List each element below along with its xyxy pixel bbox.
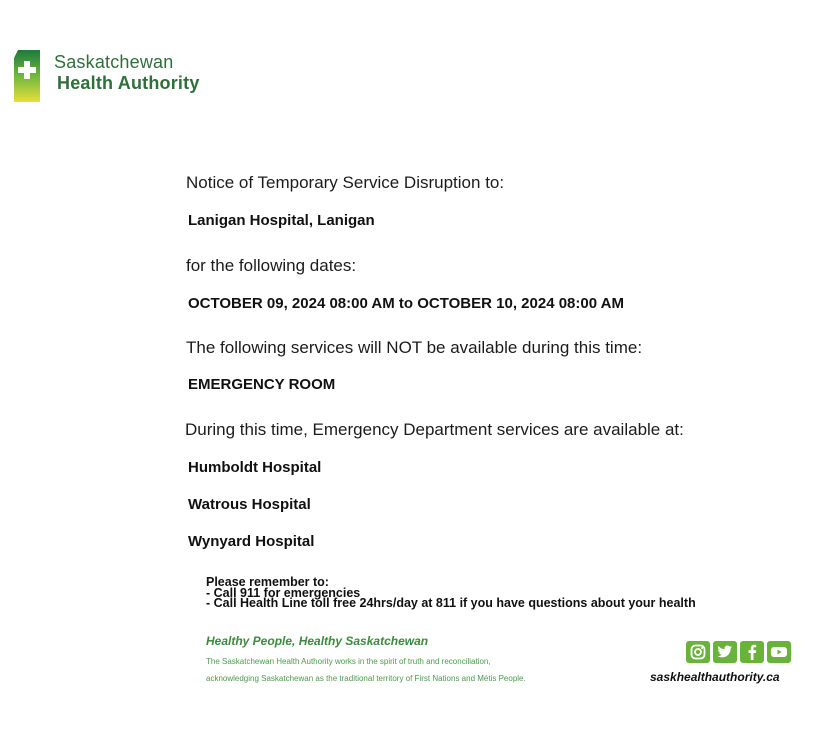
footer-text-line1: The Saskatchewan Health Authority works in the spirit of truth and reconciliation, [206,657,491,666]
services-intro: The following services will NOT be available during this time: [186,338,643,357]
social-icons [686,641,791,663]
facility-name: Lanigan Hospital, Lanigan [188,212,375,229]
alternative-hospital: Humboldt Hospital [188,459,322,476]
footer-text-line2: acknowledging Saskatchewan as the traditional territory of First Nations and Métis People. [206,674,526,683]
instagram-icon[interactable] [686,641,710,663]
reminder-block [206,577,696,608]
dates-intro: for the following dates: [186,256,357,275]
alternative-hospital: Watrous Hospital [188,496,311,513]
unavailable-service: EMERGENCY ROOM [188,376,336,393]
notice-heading: Notice of Temporary Service Disruption to: [186,173,505,192]
alternative-hospital: Wynyard Hospital [188,533,315,550]
reminder-item: - Call Health Line toll free 24hrs/day at 811 if you have questions about your health [206,596,696,610]
reminder-title: Please remember to: [206,575,329,589]
disruption-dates: OCTOBER 09, 2024 08:00 AM to OCTOBER 10, 2024 08:00 AM [188,295,625,312]
logo-text-line1: Saskatchewan [54,52,174,72]
twitter-icon[interactable] [713,641,737,663]
logo-text-line2: Health Authority [57,73,200,93]
youtube-icon[interactable] [767,641,791,663]
sha-logo [10,46,230,106]
facebook-icon[interactable] [740,641,764,663]
health-cross-logo-icon [10,48,46,104]
website-link[interactable]: saskhealthauthority.ca [650,670,780,684]
alternatives-intro: During this time, Emergency Department services are available at: [185,420,684,439]
footer-tagline: Healthy People, Healthy Saskatchewan [206,634,429,648]
reminder-item: - Call 911 for emergencies [206,586,361,600]
